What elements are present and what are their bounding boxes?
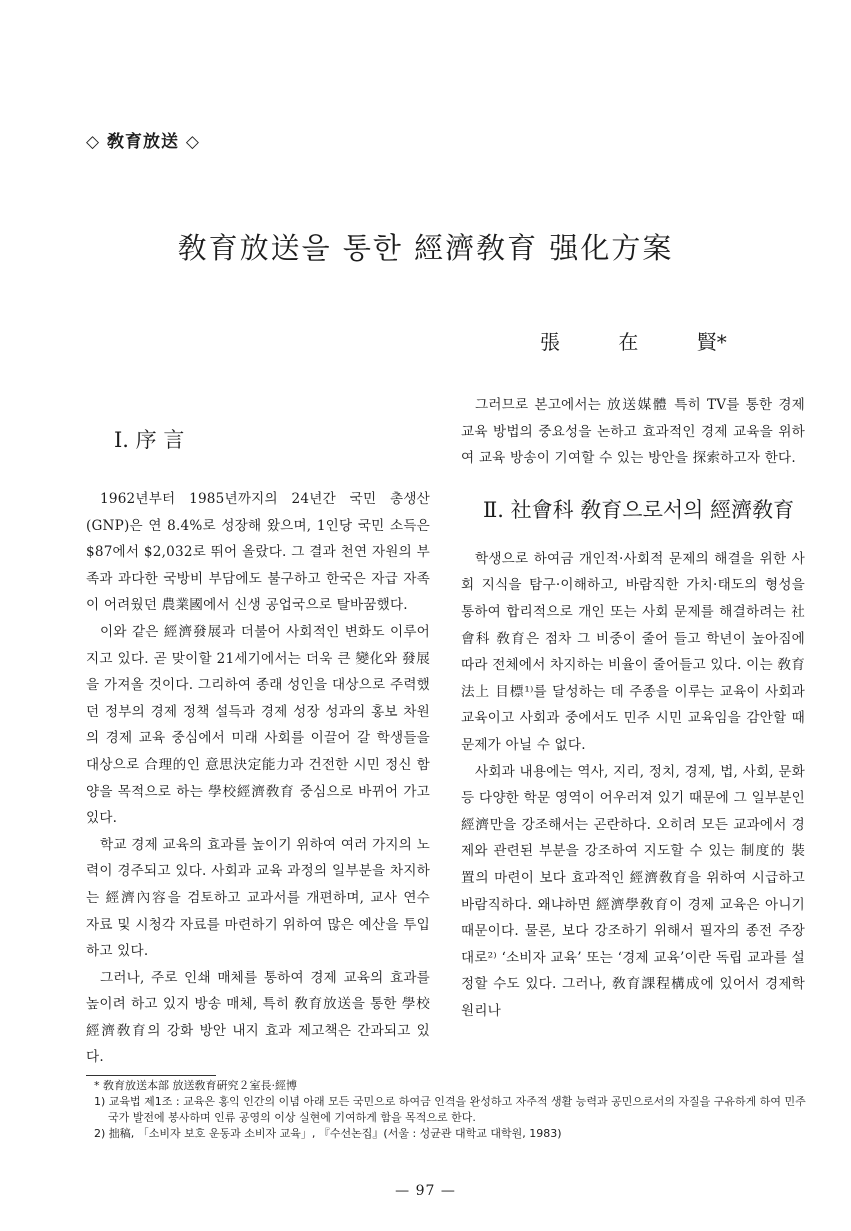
section-heading-economic-education: Ⅱ. 社會科 敎育으로서의 經濟敎育 bbox=[483, 497, 795, 522]
footnotes bbox=[86, 1078, 806, 1142]
paragraph: 1962년부터 1985년까지의 24년간 국민 총생산(GNP)은 연 8.4%로 성장해 왔으며, 1인당 국민 소득은 $87에서 $2,032로 뛰어 올랐다. 그 결과 천연 자원의 부족과 과다한 국방비 부담에도 불구하고 한국은 자급 자족이 어려웠던 農業國에서 신생 공업국으로 탈바꿈했다. bbox=[86, 491, 430, 614]
paragraph: 학생으로 하여금 개인적·사회적 문제의 해결을 위한 사회 지식을 탐구·이해하고, 바람직한 가치·태도의 형성을 통하여 합리적으로 개인 또는 사회 문제를 해결하려는 社會科 敎育은 점차 그 비중이 줄어 들고 학년이 높아짐에 따라 전체에서 차지하는 비율이 줄어들고 있다. 이는 敎育法上 目標¹⁾를 달성하는 데 주종을 이루는 교육이 사회과 교육이고 사회과 중에서도 민주 시민 교육임을 감안할 때 문제가 아닐 수 없다. bbox=[461, 550, 805, 753]
section-heading-introduction: Ⅰ. 序 言 bbox=[114, 428, 185, 452]
footnote-1: 1) 교육법 제1조 : 교육은 홍익 인간의 이념 아래 모든 국민으로 하여금 인격을 완성하고 자주적 생활 능력과 공민으로서의 자질을 구유하게 하여 민주 국가 발전에 봉사하며 인류 공영의 이상 실현에 기여하게 함을 목적으로 한다. bbox=[94, 1095, 806, 1124]
article-title: 敎育放送을 통한 經濟敎育 强化方案 bbox=[177, 231, 674, 265]
paragraph: 그러나, 주로 인쇄 매체를 통하여 경제 교육의 효과를 높이려 하고 있지 방송 매체, 특히 敎育放送을 통한 學校經濟敎育의 강화 방안 내지 효과 제고책은 간과되고 있다. bbox=[86, 969, 430, 1066]
right-column bbox=[461, 392, 805, 1024]
paragraph: 학교 경제 교육의 효과를 높이기 위하여 여러 가지의 노력이 경주되고 있다. 사회과 교육 과정의 일부분을 차지하는 經濟內容을 검토하고 교과서를 개편하며, 교사 연수 자료 및 시청각 자료를 마련하기 위하여 많은 예산을 투입하고 있다. bbox=[86, 836, 430, 960]
footnote-divider bbox=[86, 1075, 216, 1076]
page-number: — 97 — bbox=[395, 1183, 456, 1199]
author-name: 張 在 賢* bbox=[540, 330, 727, 354]
series-label: ◇ 敎育放送 ◇ bbox=[86, 132, 200, 152]
footnote-author: * 敎育放送本部 放送敎育硏究２室長·經博 bbox=[94, 1079, 297, 1092]
left-column bbox=[86, 392, 430, 1071]
paragraph: 이와 같은 經濟發展과 더불어 사회적인 변화도 이루어지고 있다. 곧 맞이할 21세기에서는 더욱 큰 變化와 發展을 가져올 것이다. 그리하여 종래 성인을 대상으로 주력했던 정부의 경제 정책 설득과 경제 성장 성과의 홍보 차원의 경제 교육 중심에서 미래 사회를 이끌어 갈 학생들을 대상으로 合理的인 意思決定能力과 건전한 시민 정신 함양을 목적으로 하는 學校經濟敎育 중심으로 바뀌어 가고 있다. bbox=[86, 623, 430, 827]
paragraph: 그러므로 본고에서는 放送媒體 특히 TV를 통한 경제 교육 방법의 중요성을 논하고 효과적인 경제 교육을 위하여 교육 방송이 기여할 수 있는 방안을 探索하고자 한다. bbox=[461, 397, 805, 467]
footnote-2: 2) 拙稿, 「소비자 보호 운동과 소비자 교육」, 『수선논집』(서울 : 성균관 대학교 대학원, 1983) bbox=[94, 1127, 562, 1140]
paragraph: 사회과 내용에는 역사, 지리, 정치, 경제, 법, 사회, 문화 등 다양한 학문 영역이 어우러져 있기 때문에 그 일부분인 經濟만을 강조해서는 곤란하다. 오히려 모든 교과에서 경제와 관련된 부분을 강조하여 지도할 수 있는 制度的 裝置의 마련이 보다 효과적인 經濟敎育을 위하여 시급하고 바람직하다. 왜냐하면 經濟學敎育이 경제 교육은 아니기 때문이다. 물론, 보다 강조하기 위해서 필자의 종전 주장대로²⁾ ‘소비자 교육’ 또는 ‘경제 교육’이란 독립 교과를 설정할 수도 있다. 그러나, 敎育課程構成에 있어서 경제학 원리나 bbox=[461, 763, 805, 1019]
